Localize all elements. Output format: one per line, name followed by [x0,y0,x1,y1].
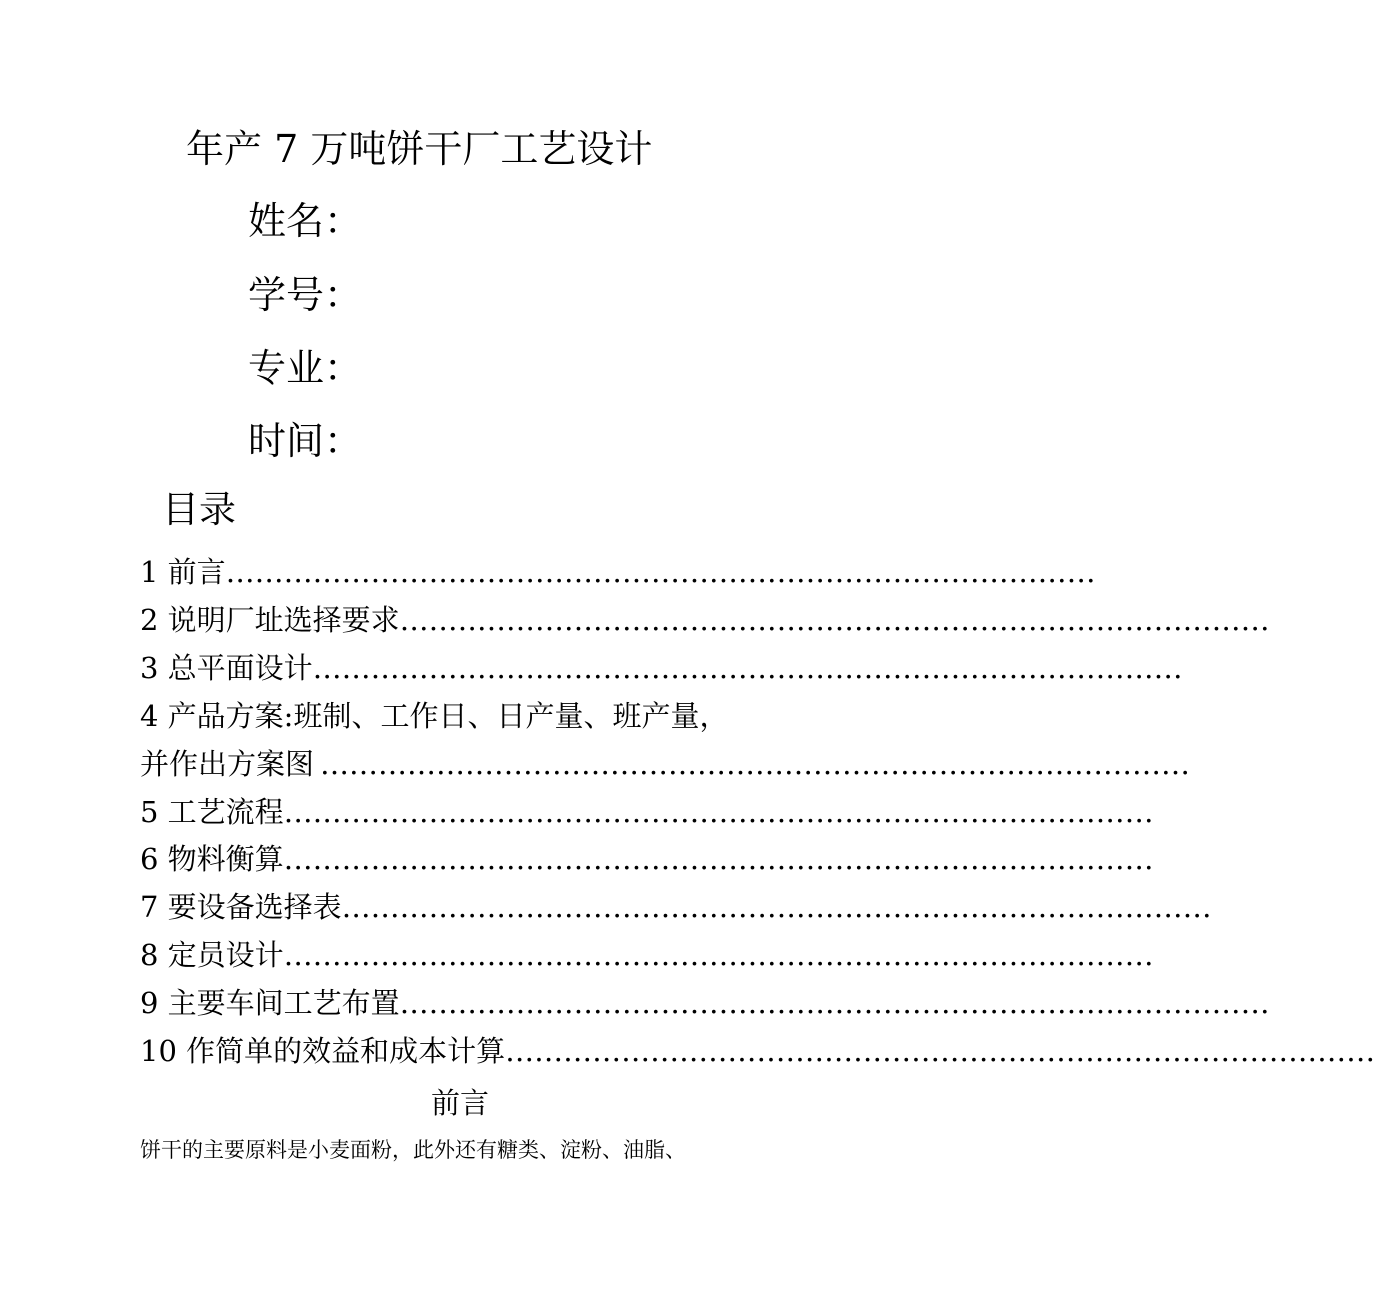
toc-dot-leader: ……………………………………………………………………………… [283,842,1154,876]
toc-item-site-selection [140,601,1270,639]
toc-item-text: 3 总平面设计 [140,651,313,685]
toc-item-product-plan: 4 产品方案:班制、工作日、日产量、班产量， [140,699,729,733]
toc-dot-leader: ……………………………………………………………………………… [399,986,1270,1020]
toc-dot-leader: ……………………………………………………………………………… [312,651,1183,685]
student-id-field-label: 学号： [248,273,363,317]
toc-item-workshop-layout [140,984,1270,1022]
toc-heading: 目录 [162,488,236,531]
toc-item-text: 7 要设备选择表 [140,890,342,924]
toc-item-text: 9 主要车间工艺布置 [140,986,400,1020]
toc-item-text: 2 说明厂址选择要求 [140,603,400,637]
toc-dot-leader: ……………………………………………………………………………… [320,747,1191,781]
toc-item-text: 并作出方案图 [140,747,315,781]
toc-dot-leader: ……………………………………………………………………………… [225,555,1096,589]
document-title: 年产 7 万吨饼干厂工艺设计 [186,127,653,171]
toc-item-equipment-table [140,888,1212,926]
toc-item-text: 6 物料衡算 [140,842,284,876]
toc-dot-leader: ……………………………………………………………………………… [283,938,1154,972]
toc-item-text: 1 前言 [140,555,226,589]
toc-item-general-layout [140,649,1183,687]
toc-item-cost-benefit [140,1032,1375,1070]
toc-item-process-flow [140,793,1154,831]
toc-dot-leader: ……………………………………………………………………………… [283,795,1154,829]
toc-item-product-plan-continued [140,745,1191,783]
toc-dot-leader: ……………………………………………………………………………… [505,1034,1375,1068]
toc-item-material-balance [140,840,1154,878]
toc-dot-leader: ……………………………………………………………………………… [399,603,1270,637]
section-heading: 前言 [430,1086,489,1120]
body-paragraph: 饼干的主要原料是小麦面粉，此外还有糖类、淀粉、油脂、 [140,1138,686,1162]
toc-item-preface [140,553,1096,591]
toc-dot-leader: ……………………………………………………………………………… [341,890,1212,924]
major-field-label: 专业： [248,346,363,390]
name-field-label: 姓名： [248,199,363,243]
toc-item-text: 8 定员设计 [140,938,284,972]
toc-item-text: 5 工艺流程 [140,795,284,829]
toc-item-staffing [140,936,1154,974]
toc-item-text: 10 作简单的效益和成本计算 [140,1034,506,1068]
date-field-label: 时间： [248,419,363,463]
